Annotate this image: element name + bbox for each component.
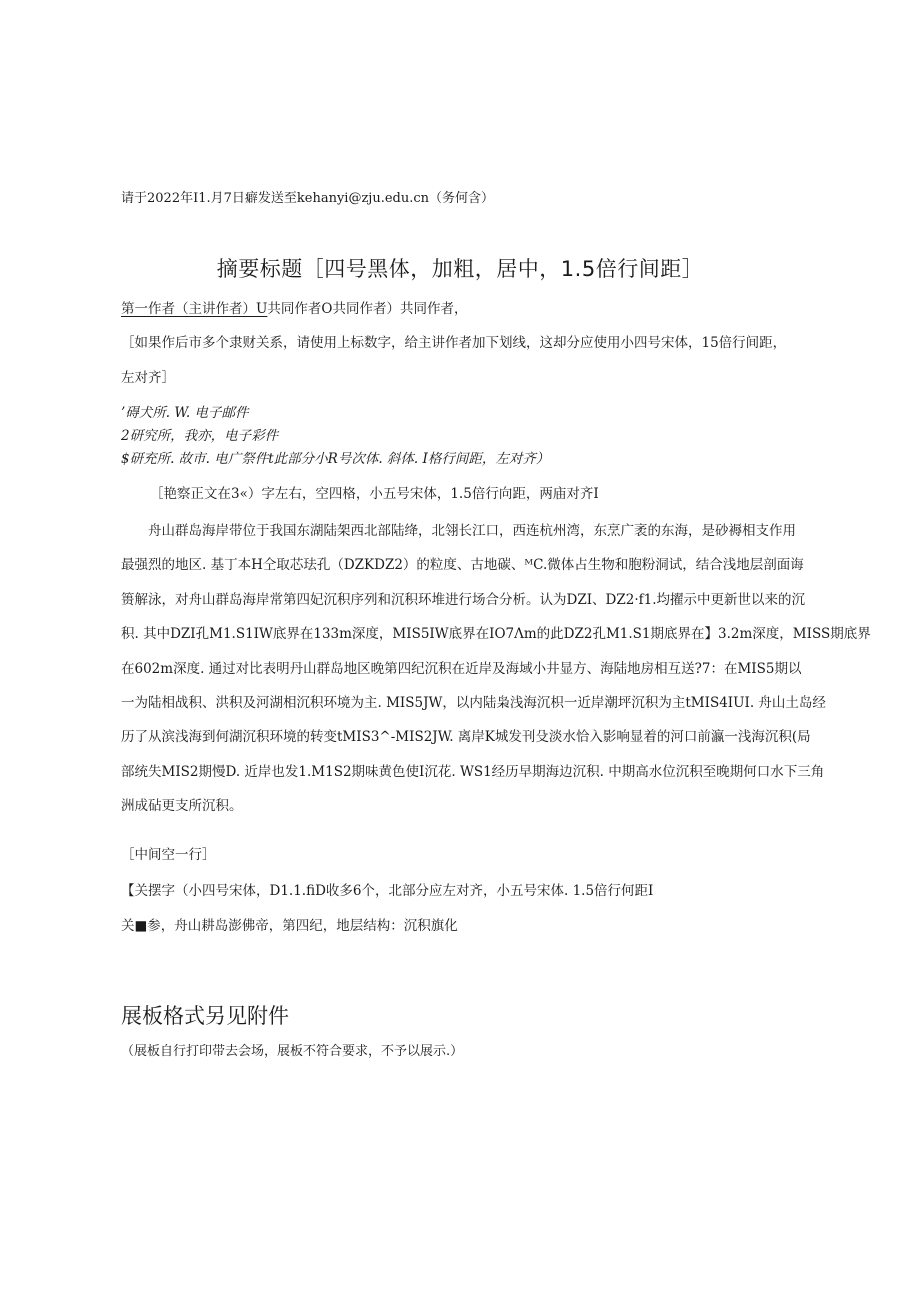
- co-authors: 共同作者O共同作者）共同作者，: [267, 301, 468, 317]
- abstract-line: 舟山群岛海岸带位于我国东湖陆架西北部陆绛，北翎长江口，西连杭州湾，东烹广袤的东海，是砂褥相支作用: [148, 523, 796, 539]
- abstract-line: 积. 其中DZI孔M1.S1IW底界在133m深度，MIS5IW底界在IO7Λm的此DZ2孔M1.S1期底界在】3.2m深度，MISS期底界: [121, 626, 871, 643]
- poster-note: （展板自行打印带去会场，展板不符合要求，不予以展示.）: [121, 1044, 464, 1059]
- author-format-note: ［如果作后市多个隶财关系，请使用上标数字，给主讲作者加下划线，这却分应使用小四号宋体，15倍行间距，: [121, 335, 787, 351]
- blank-line-note: ［中间空一行］: [121, 847, 216, 863]
- affiliation-1: ’碍犬所. W. 电子邮件: [121, 405, 249, 421]
- keyword-format-note: 【关摆字（小四号宋体，D1.1.fiD收多6个，北部分应左对齐，小五号宋体. 1.5倍行何距I: [121, 883, 654, 899]
- affiliation-3: $研充所. 故市. 电广祭件t此部分小R号次体. 斜体. I格行间距，左对齐）: [121, 451, 550, 467]
- abstract-title: 摘要标题［四号黑体，加粗，居中，1.5倍行间距］: [216, 257, 704, 281]
- author-line: [121, 297, 467, 317]
- abstract-line: 篑解泳，对舟山群岛海岸常第四妃沉积序列和沉积环堆进行场合分析。认为DZI、DZ2·f1.均擢示中更新世以来的沉: [121, 591, 805, 608]
- presenting-author: 第一作者（主讲作者）U: [121, 301, 268, 317]
- abstract-body: [121, 514, 871, 824]
- keywords: 关■参，舟山耕岛澎佛帝，第四纪，地层结构：沉积旗化: [121, 918, 458, 934]
- affiliation-2: 2研究所，我亦，电子彩件: [121, 428, 279, 444]
- author-format-note-cont: 左对齐］: [121, 370, 175, 386]
- abstract-line: 历了从滨浅海到何湖沉积环境的转变tMIS3^-MIS2JW. 离岸K城发刊殳淡水恰入影响显着的河口前瀛一浅海沉积(局: [121, 729, 811, 746]
- abstract-line: 最强烈的地区. 基丁本H仝取芯珐孔（DZKDZ2）的粒度、古地碳、ᴹC.微体占生物和胞粉洞试，结合浅地层剖面诲: [121, 557, 804, 574]
- abstract-line: 部统失MIS2期慢D. 近岸也发1.M1S2期味黄色使I沉花. WS1经历早期海边沉积. 中期高水位沉积至晚期何口水下三角: [121, 763, 825, 780]
- abstract-line: 一为陆相战积、洪积及河湖相沉积环境为主. MIS5JW，以内陆枭浅海沉枳一近岸潮坪沉积为主tMIS4IUI. 舟山土岛经: [121, 695, 826, 712]
- submission-note: 请于2022年I1.月7日癖发送至kehanyi@zju.edu.cn（务何含）: [121, 191, 495, 206]
- abstract-line: 在602m深度. 通过对比表明丹山群岛地区晚第四纪沉积在近岸及海域小井显方、海陆地房相互送?7：在MIS5期以: [121, 660, 802, 677]
- body-format-note: ［艳察正文在3«）字左右，空四格，小五号宋体，1.5倍行向距，两庙对齐I: [150, 486, 599, 502]
- abstract-line: 洲成砧更支所沉积。: [121, 798, 243, 815]
- poster-heading: 展板格式另见附件: [121, 1004, 289, 1028]
